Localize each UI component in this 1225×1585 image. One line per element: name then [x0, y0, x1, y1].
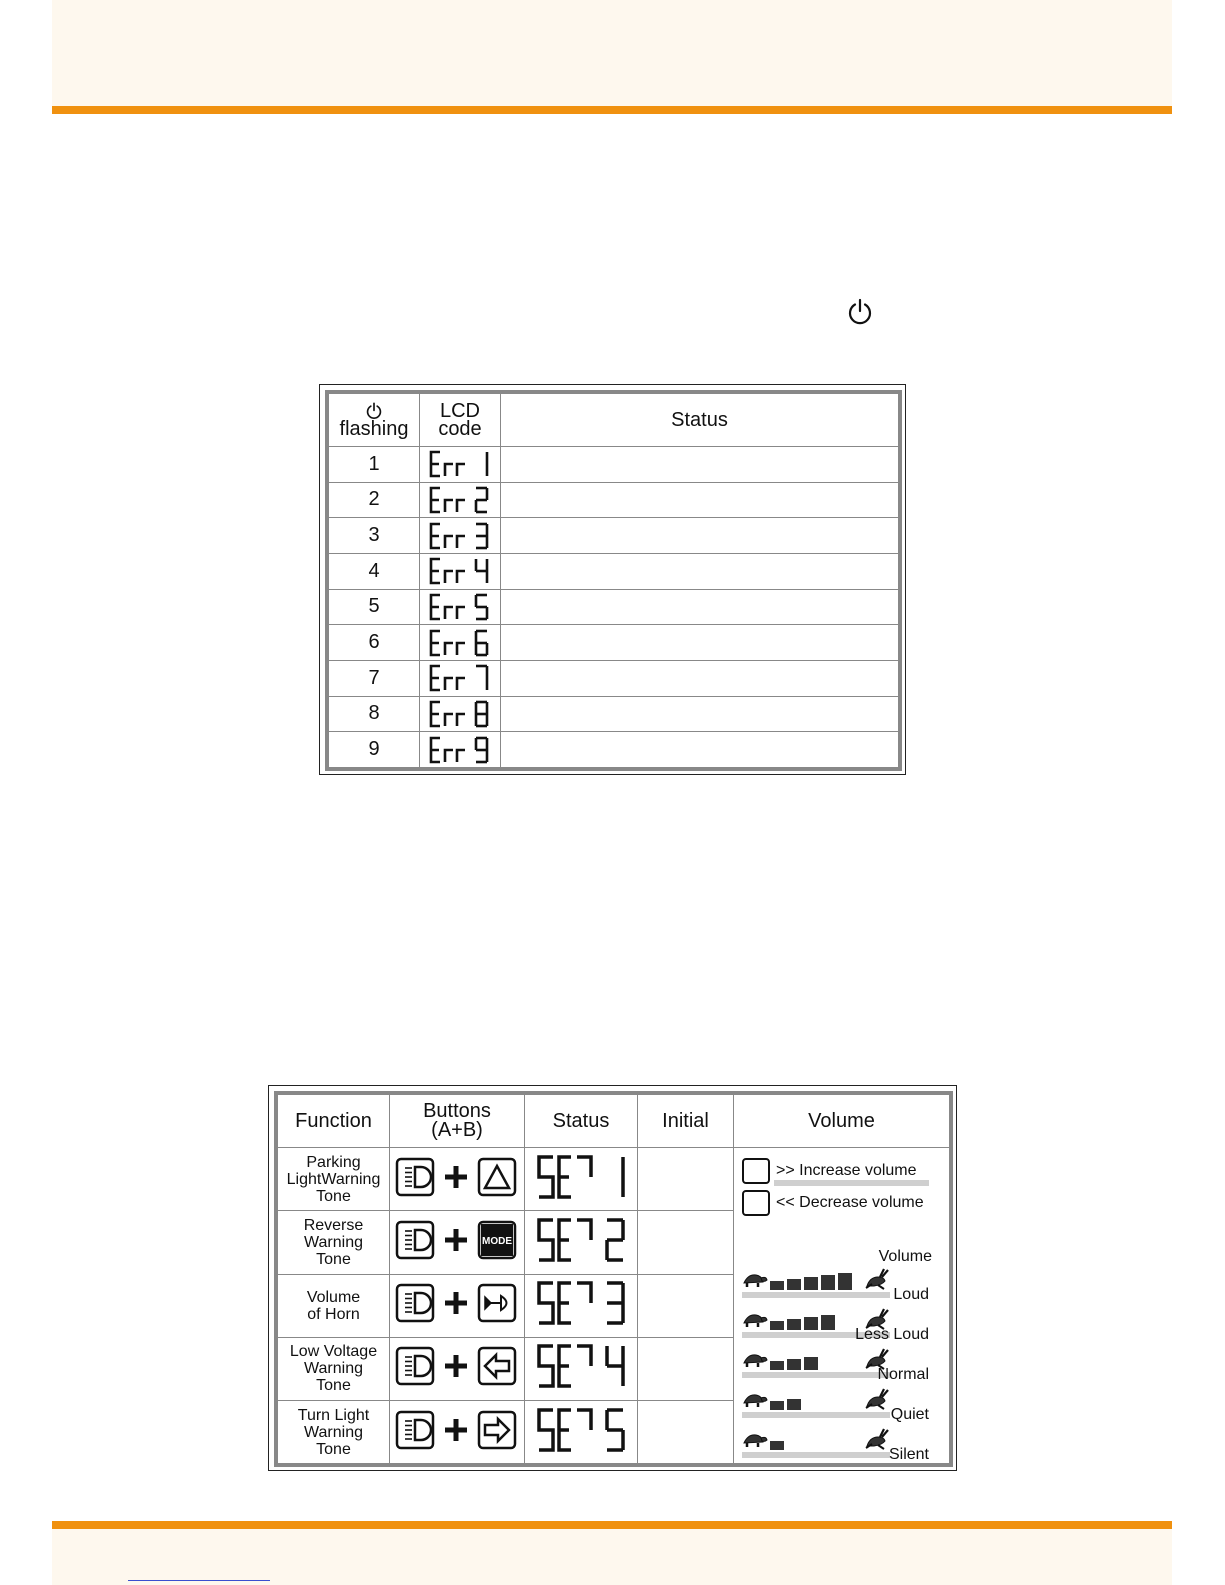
status-cell [501, 518, 899, 554]
lcd-set-code [533, 1342, 629, 1390]
table-row [329, 696, 899, 732]
rabbit-icon [864, 1428, 890, 1450]
status-cell [525, 1337, 638, 1400]
turtle-button-icon [742, 1190, 770, 1216]
decrease-volume-line [742, 1190, 924, 1216]
flash-count: 1 [329, 446, 420, 482]
volume-header: Volume [734, 1095, 950, 1148]
volume-level-row [742, 1352, 937, 1386]
function-cell: Turn Light Warning Tone [278, 1400, 390, 1463]
rabbit-button-icon [742, 1158, 770, 1184]
increase-volume-line [742, 1158, 917, 1184]
volume-bar [770, 1281, 784, 1290]
lcd-code-cell [420, 446, 501, 482]
settings-table-header [278, 1095, 950, 1148]
flash-count: 4 [329, 553, 420, 589]
volume-level-label: Normal [877, 1366, 929, 1384]
lcd-set-code [533, 1153, 629, 1201]
flash-count: 9 [329, 732, 420, 768]
function-header: Function [278, 1095, 390, 1148]
status-cell [501, 553, 899, 589]
status-cell [525, 1274, 638, 1337]
volume-bars [770, 1432, 784, 1450]
turtle-icon [742, 1352, 768, 1368]
function-cell: Reverse Warning Tone [278, 1211, 390, 1274]
buttons-cell [390, 1400, 525, 1463]
status-cell [501, 696, 899, 732]
lcd-set-code [533, 1216, 629, 1264]
table-row [329, 660, 899, 696]
volume-bar [804, 1317, 818, 1330]
lcd-err-code [428, 735, 492, 765]
volume-level-label: Loud [893, 1286, 929, 1304]
volume-level-row [742, 1312, 937, 1346]
header-accent-bar [52, 106, 1172, 114]
status-cell [501, 446, 899, 482]
volume-bar [770, 1321, 784, 1330]
initial-cell [638, 1148, 734, 1211]
table-row [329, 589, 899, 625]
buttons-cell [390, 1274, 525, 1337]
error-code-table [319, 384, 906, 775]
volume-bar [770, 1441, 784, 1450]
initial-cell [638, 1274, 734, 1337]
status-header: Status [525, 1095, 638, 1148]
lcd-label: LCD [439, 399, 480, 422]
lcd-err-code [428, 485, 492, 515]
increase-volume-label: >> Increase volume [776, 1162, 917, 1180]
lcd-err-code [428, 699, 492, 729]
turtle-icon [742, 1432, 768, 1448]
flash-count: 5 [329, 589, 420, 625]
volume-bars [770, 1352, 818, 1370]
volume-bar [821, 1315, 835, 1330]
volume-cell [734, 1148, 950, 1464]
header-band [52, 0, 1172, 106]
volume-bars [770, 1272, 852, 1290]
buttons-header [390, 1095, 525, 1148]
volume-bar [804, 1357, 818, 1370]
lcd-code-cell [420, 589, 501, 625]
volume-bars [770, 1392, 801, 1410]
footer-link-underline [128, 1580, 270, 1581]
volume-levels-heading: Volume [878, 1248, 932, 1266]
flash-count: 7 [329, 660, 420, 696]
flash-count: 3 [329, 518, 420, 554]
status-cell [525, 1400, 638, 1463]
lcd-code-cell [420, 482, 501, 518]
volume-bar [787, 1399, 801, 1410]
status-header: Status [501, 394, 899, 447]
status-cell [501, 482, 899, 518]
table-row [329, 482, 899, 518]
footer-band [52, 1529, 1172, 1585]
button-combo-icon [395, 1282, 519, 1324]
function-cell: Low Voltage Warning Tone [278, 1337, 390, 1400]
status-cell [525, 1148, 638, 1211]
volume-level-label: Quiet [890, 1406, 929, 1424]
settings-table [268, 1085, 957, 1471]
decrease-volume-label: << Decrease volume [776, 1194, 924, 1212]
table-row [278, 1148, 950, 1211]
button-combo-icon [395, 1219, 519, 1261]
initial-header: Initial [638, 1095, 734, 1148]
status-cell [525, 1211, 638, 1274]
buttons-cell [390, 1337, 525, 1400]
buttons-cell [390, 1148, 525, 1211]
lcd-code-cell [420, 518, 501, 554]
lcd-err-code [428, 663, 492, 693]
code-label: code [438, 417, 482, 440]
power-icon [846, 298, 874, 326]
volume-bar [770, 1401, 784, 1410]
buttons-label: Buttons [423, 1100, 491, 1123]
function-cell: Parking LightWarning Tone [278, 1148, 390, 1211]
flashing-label: flashing [339, 417, 409, 440]
table-row [329, 518, 899, 554]
lcd-set-code [533, 1279, 629, 1327]
flash-count: 8 [329, 696, 420, 732]
initial-cell [638, 1337, 734, 1400]
button-combo-icon [395, 1409, 519, 1451]
buttons-ab-label: (A+B) [431, 1119, 483, 1142]
button-combo-icon [395, 1156, 519, 1198]
table-row [329, 553, 899, 589]
volume-track [742, 1452, 890, 1458]
initial-cell [638, 1211, 734, 1274]
lcd-err-code [428, 628, 492, 658]
volume-track [742, 1412, 890, 1418]
turtle-icon [742, 1392, 768, 1408]
volume-bar [787, 1279, 801, 1290]
rabbit-icon [864, 1268, 890, 1290]
volume-panel [734, 1148, 940, 1463]
turtle-icon [742, 1272, 768, 1288]
status-cell [501, 732, 899, 768]
volume-level-row [742, 1432, 937, 1466]
lcd-code-cell [420, 696, 501, 732]
flash-count: 6 [329, 625, 420, 661]
volume-level-label: Less Loud [855, 1326, 929, 1344]
volume-bars [770, 1312, 835, 1330]
status-cell [501, 660, 899, 696]
lcd-code-cell [420, 625, 501, 661]
svg-text:MODE: MODE [482, 1235, 513, 1247]
lcd-set-code [533, 1406, 629, 1454]
lcd-code-cell [420, 732, 501, 768]
volume-track [742, 1292, 890, 1298]
volume-level-row [742, 1272, 937, 1306]
button-combo-icon [395, 1345, 519, 1387]
function-cell: Volume of Horn [278, 1274, 390, 1337]
table-row [329, 732, 899, 768]
volume-bar [770, 1361, 784, 1370]
volume-bar [787, 1359, 801, 1370]
initial-cell [638, 1400, 734, 1463]
lcd-err-code [428, 592, 492, 622]
status-cell [501, 625, 899, 661]
table-row [329, 446, 899, 482]
volume-bar [838, 1273, 852, 1290]
turtle-icon [742, 1312, 768, 1328]
lcd-code-header [420, 394, 501, 447]
volume-track [742, 1372, 890, 1378]
lcd-code-cell [420, 553, 501, 589]
error-table-header [329, 394, 899, 447]
volume-level-row [742, 1392, 937, 1426]
volume-bar [804, 1277, 818, 1290]
lcd-err-code [428, 556, 492, 586]
lcd-err-code [428, 449, 492, 479]
volume-level-label: Silent [888, 1446, 929, 1464]
status-cell [501, 589, 899, 625]
lcd-code-cell [420, 660, 501, 696]
lcd-err-code [428, 521, 492, 551]
table-row [329, 625, 899, 661]
buttons-cell [390, 1211, 525, 1274]
footer-accent-bar [52, 1521, 1172, 1529]
flashing-header [329, 394, 420, 447]
volume-bar [787, 1319, 801, 1330]
volume-bar [821, 1275, 835, 1290]
flash-count: 2 [329, 482, 420, 518]
rabbit-icon [864, 1388, 890, 1410]
